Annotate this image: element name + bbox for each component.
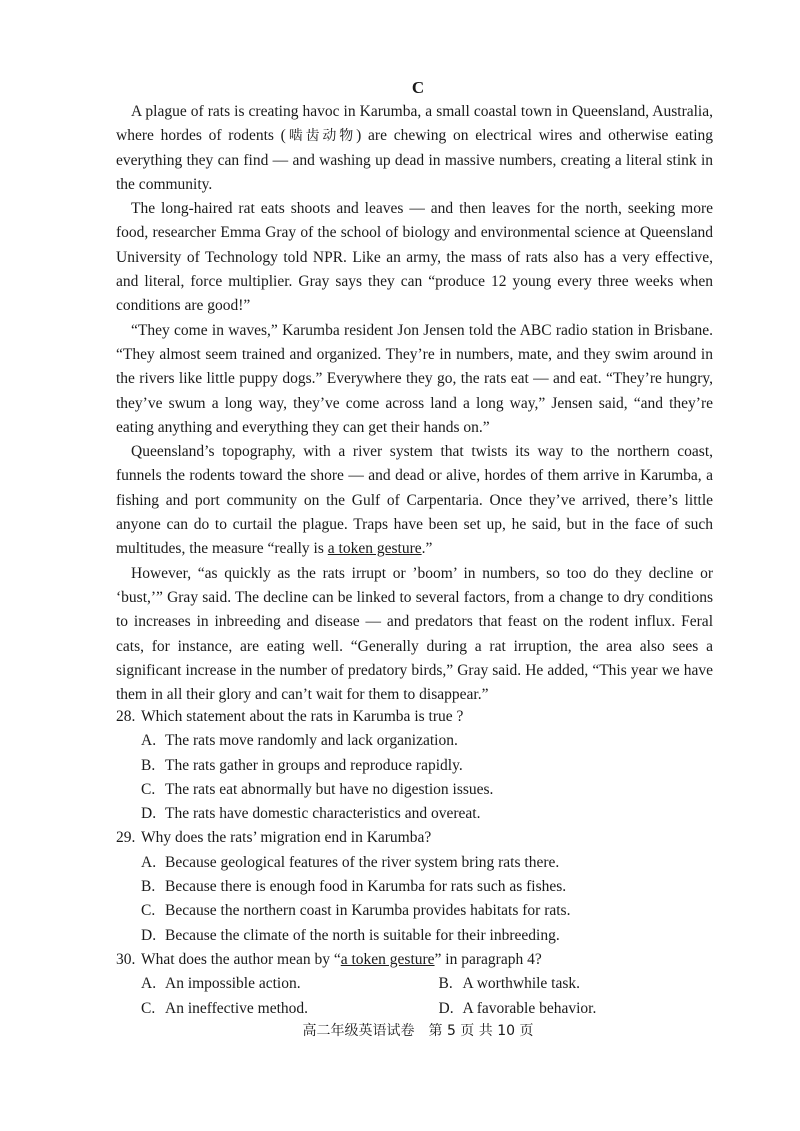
- option-row: [116, 997, 736, 1021]
- option-letter: A.: [141, 853, 157, 871]
- paragraph-5: However, “as quickly as the rats irrupt or ’boom’ in numbers, so too do they decline or ‘bust,’” Gray said. The decline can be linked to several factors, from a change to dry conditions to increases in inbreeding and disease — and predators that feast on the rodent influx. Feral cats, for instance, are eating well. “Generally during a rat irruption, the area also sees a significant increase in the number of predatory birds,” Gray said. He added, “This year we have them in all their glory and can’t wait for them to disappear.”: [116, 564, 713, 704]
- section-heading: C: [411, 78, 425, 97]
- option-text: Because there is enough food in Karumba for rats such as fishes.: [165, 878, 567, 896]
- option-text: Because the northern coast in Karumba provides habitats for rats.: [165, 902, 571, 920]
- option-text: The rats eat abnormally but have no digestion issues.: [165, 780, 494, 798]
- question-stem: Why does the rats’ migration end in Karumba?: [141, 829, 432, 847]
- option-a[interactable]: [141, 972, 439, 996]
- option-d[interactable]: [116, 924, 736, 948]
- question-29: [116, 826, 736, 850]
- paragraph-1-text-b: ) are chewing on electrical wires and otherwise eating everything they can find — and washing up dead in massive numbers, creating a literal stink in the community.: [116, 127, 714, 193]
- option-letter: C.: [141, 902, 156, 920]
- option-text: The rats have domestic characteristics and overeat.: [165, 805, 481, 823]
- option-b[interactable]: [439, 972, 737, 996]
- option-text: The rats gather in groups and reproduce rapidly.: [165, 756, 463, 774]
- reading-passage: [116, 100, 713, 707]
- option-c[interactable]: [116, 899, 736, 923]
- page-footer: 高二年级英语试卷 第 5 页 共 10 页: [302, 1023, 534, 1039]
- option-letter: B.: [141, 756, 156, 774]
- option-letter: A.: [141, 975, 157, 993]
- option-letter: C.: [141, 780, 156, 798]
- option-text: A favorable behavior.: [462, 999, 597, 1017]
- option-b[interactable]: [116, 754, 736, 778]
- chinese-gloss: 啮齿动物: [285, 128, 357, 145]
- paragraph-1-text-a: A plague of rats is creating havoc in Karumba, a small coastal town in Queensland, Australia, where hordes of rodents (: [116, 103, 713, 145]
- option-letter: D.: [141, 926, 157, 944]
- option-c[interactable]: [141, 997, 439, 1021]
- option-letter: C.: [141, 999, 156, 1017]
- option-text: An impossible action.: [165, 975, 301, 993]
- option-d[interactable]: [439, 997, 737, 1021]
- option-row: [116, 972, 736, 996]
- paragraph-4-text-b: .”: [421, 540, 433, 558]
- underlined-phrase: a token gesture: [327, 540, 422, 558]
- paragraph-4: [116, 440, 713, 561]
- option-letter: B.: [438, 975, 453, 993]
- question-stem-b: ” in paragraph 4?: [434, 950, 542, 968]
- option-text: An ineffective method.: [165, 999, 309, 1017]
- option-c[interactable]: [116, 778, 736, 802]
- option-a[interactable]: [116, 729, 736, 753]
- question-number: 30.: [116, 950, 136, 968]
- option-text: Because geological features of the river system bring rats there.: [165, 853, 560, 871]
- option-text: Because the climate of the north is suitable for their inbreeding.: [165, 926, 560, 944]
- option-text: A worthwhile task.: [462, 975, 581, 993]
- option-letter: B.: [141, 878, 156, 896]
- paragraph-2: The long-haired rat eats shoots and leaves — and then leaves for the north, seeking more food, researcher Emma Gray of the school of biology and environmental science at Queensland University of Technology told NPR. Like an army, the mass of rats also has a very effective, and literal, force multiplier. Gray says they can “produce 12 young every three weeks when conditions are good!”: [116, 200, 713, 315]
- option-text: The rats move randomly and lack organization.: [165, 732, 458, 750]
- question-stem: [141, 948, 736, 972]
- question-30: [116, 948, 736, 972]
- question-number: 29.: [116, 829, 136, 847]
- underlined-phrase: a token gesture: [340, 950, 435, 968]
- option-b[interactable]: [116, 875, 736, 899]
- question-stem: Which statement about the rats in Karumba is true ?: [141, 708, 464, 725]
- question-28: [116, 705, 736, 729]
- questions-block: [116, 705, 736, 1021]
- paragraph-4-text-a: Queensland’s topography, with a river system that twists its way to the northern coast, funnels the rodents toward the shore — and dead or alive, hordes of them arrive in Karumba, a fishing and port community on the Gulf of Carpentaria. Once they’ve arrived, there’s little anyone can do to curtail the plague. Traps have been set up, he said, but in the face of such multitudes, the measure “really is: [116, 443, 713, 558]
- option-letter: A.: [141, 732, 157, 750]
- paragraph-1: [116, 100, 713, 197]
- option-a[interactable]: [116, 851, 736, 875]
- paragraph-3: “They come in waves,” Karumba resident Jon Jensen told the ABC radio station in Brisbane. “They almost seem trained and organized. They’re in numbers, mate, and they swim around in the rivers like little puppy dogs.” Everywhere they go, the rats eat — and eat. “They’re hungry, they’ve swum a long way, they’ve come across land a long way,” Jensen said, “and they’re eating anything and everything they can get their hands on.”: [116, 321, 713, 436]
- option-letter: D.: [438, 999, 454, 1017]
- question-number: 28.: [116, 708, 136, 725]
- option-letter: D.: [141, 805, 157, 823]
- question-stem-a: What does the author mean by “: [141, 950, 341, 968]
- option-d[interactable]: [116, 802, 736, 826]
